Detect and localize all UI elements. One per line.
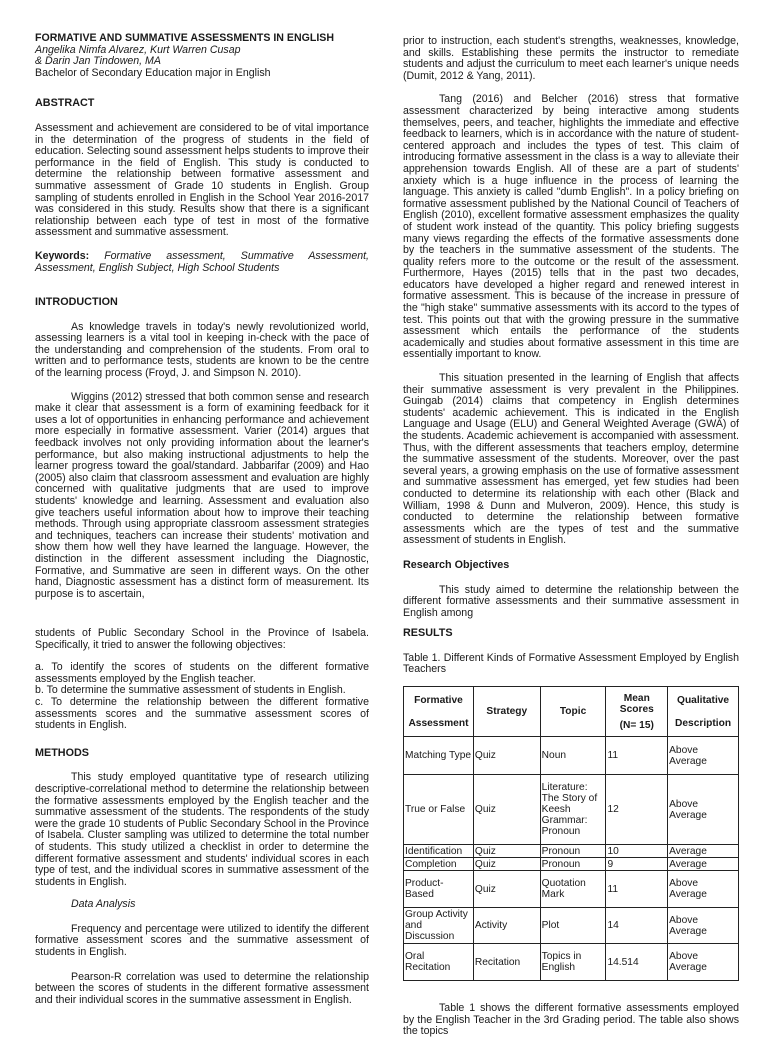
cell-strategy: Quiz xyxy=(473,845,540,858)
data-analysis-paragraph-1: Frequency and percentage were utilized to identify the different formative assessment scores and the summative assessment of students in English. xyxy=(35,922,369,959)
cell-strategy: Quiz xyxy=(473,858,540,871)
intro-paragraph-2: Wiggins (2012) stressed that both common sense and research make it clear that assessment is a form of examining feedback for it uses a lot of opportunities in enhancing performance and achievement more especially in formative assessment. Varier (2014) argues that feedback involves not only providing information about the learner's performance, but also making instructional adjustments to help the learner progress toward the goal/standard. Jabbarifar (2009) and Hao (2005) also claim that classroom assessment and evaluation are highly concerned with qualitative judgments that are used to improve students' knowledge and learning. Assessment and evaluation also give teachers useful information about how to improve their teaching methods. Through using appropriate classroom assessment strategies and techniques, teachers can increase their students' motivation and show them how well they have learned the language. However, the distinction in the different assessment including the Diagnostic, Formative, and Summative are seen in different ways. On the other hand, Diagnostic assessment has a distinct form of measurement. Its purpose is to ascertain, xyxy=(35,390,369,600)
objective-a: a. To identify the scores of students on the different formative assessments employed by the English teacher. xyxy=(35,661,369,685)
abstract-text: Assessment and achievement are considered to be of vital importance in the determination of the progress of students in the field of education. Selecting sound assessment helps students to improve their performance in the field of English. This study is conducted to determine the relationship between formative assessment and summative assessment of Grade 10 students in English. Group sampling of students enrolled in English in the School Year 2016-2017 was considered in this study. Results show that there is a significant relationship between each type of test in most of the formative assessment and summative assessment. xyxy=(35,121,369,239)
table-row xyxy=(404,858,739,871)
data-analysis-heading: Data Analysis xyxy=(71,898,136,911)
cell-strategy: Recitation xyxy=(473,944,540,981)
cell-mean: 9 xyxy=(606,858,668,871)
cell-strategy: Activity xyxy=(473,908,540,944)
cell-assessment: Matching Type xyxy=(404,737,474,775)
header-qualitative-line-1: Qualitative xyxy=(677,694,730,706)
cell-description: Average xyxy=(668,845,739,858)
right-paragraph-2: Tang (2016) and Belcher (2016) stress that formative assessment characterized by being interactive among students themselves, peers, and teacher, highlights the immediate and effective feedback to learners, which is in accordance with the nature of student-centered approach and includes the types of test. This claim of introducing formative assessment in the class is a way to alleviate their apprehension towards English. All of these are a part of students' anxiety which is a huge influence in the process of learning the language. This anxiety is called "dumb English". In a policy briefing on formative assessment published by the National Council of Teachers of English (2010), excellent formative assessment emphasizes the quality of student work instead of the quantity. This policy briefing suggests many views regarding the effects of the formative assessments done by the teachers in the summative assessment of the students. The quality refers more to the outcome or the result of the assessment. Furthermore, Hayes (2015) tells that in the past two decades, educators have developed a higher regard and renewed interest in formative assessment. This is because of the increase in pressure of the "high stake" summative assessments with its accord to the types of test. This points out that with the growing pressure in the summative assessment which entails the performance of the students academically and studies about formative assessment in this time are essentially important to know. xyxy=(403,93,739,361)
table-row xyxy=(404,845,739,858)
cell-assessment: Group Activity and Discussion xyxy=(404,908,474,944)
header-qualitative-description xyxy=(668,687,739,737)
cell-topic: Pronoun xyxy=(540,858,606,871)
paper-title: FORMATIVE AND SUMMATIVE ASSESSMENTS IN ENGLISH xyxy=(35,32,334,44)
table-row xyxy=(404,737,739,775)
header-topic: Topic xyxy=(540,687,606,737)
cell-strategy: Quiz xyxy=(473,871,540,908)
cell-topic: Noun xyxy=(540,737,606,775)
abstract-heading: ABSTRACT xyxy=(35,97,95,110)
table-row xyxy=(404,908,739,944)
cell-description: Above Average xyxy=(668,908,739,944)
cell-topic: Literature: The Story of Keesh Grammar: Pronoun xyxy=(540,775,606,845)
cell-mean: 14.514 xyxy=(606,944,668,981)
cell-assessment: Identification xyxy=(404,845,474,858)
authors-line-1: Angelika Nimfa Alvarez, Kurt Warren Cusap xyxy=(35,43,241,56)
header-qualitative-line-2: Description xyxy=(675,717,732,729)
affiliation: Bachelor of Secondary Education major in English xyxy=(35,66,271,79)
cell-strategy: Quiz xyxy=(473,737,540,775)
right-paragraph-3: This situation presented in the learning of English that affects their summative assessment is very prevalent in the Philippines. Guingab (2014) claims that competency in English determines students' academic achievement. This is indicated in the English Language and Usage (ELU) and General Weighted Average (GWA) of the students. Academic achievement is accompanied with assessment. Thus, with the different assessments that teachers employ, determine the summative assessment of the students. Moreover, over the past several years, a growing emphasis on the use of formative assessment and summative assessment has emerged, yet few studies had been conducted to determine its relationship with each other (Black and William, 1998 & Dunn and Mulveron, 2009). Hence, this study is conducted to determine the relationship between formative assessments which are the types of test and the summative assessment of students in English. xyxy=(403,372,739,547)
results-table xyxy=(403,686,739,981)
header-mean-line-2: Scores xyxy=(619,703,654,715)
table-row xyxy=(404,871,739,908)
header-formative-assessment xyxy=(404,687,474,737)
objective-c: c. To determine the relationship between the different formative assessments scores and the summative assessment scores of students in English. xyxy=(35,695,369,732)
table-caption: Table 1. Different Kinds of Formative Assessment Employed by English Teachers xyxy=(403,651,739,676)
objective-b: b. To determine the summative assessment of students in English. xyxy=(35,684,346,697)
objectives-intro: students of Public Secondary School in the Province of Isabela. Specifically, it tried to answer the following objectives: xyxy=(35,627,369,651)
authors-line-2: & Darin Jan Tindowen, MA xyxy=(35,55,161,68)
cell-description: Above Average xyxy=(668,944,739,981)
keywords xyxy=(35,251,369,274)
intro-paragraph-1: As knowledge travels in today's newly revolutionized world, assessing learners is a vital tool in keeping in-check with the pace of the understanding and comprehension of the students. From oral to written and to performance tests, students are known to be the centre of the learning process (Froyd, J. and Simpson N. 2010). xyxy=(35,320,369,380)
cell-mean: 10 xyxy=(606,845,668,858)
results-paragraph: Table 1 shows the different formative assessments employed by the English Teacher in the 3rd Grading period. The table also shows the topics xyxy=(403,1002,739,1038)
table-row xyxy=(404,944,739,981)
research-objectives-heading: Research Objectives xyxy=(403,558,510,571)
cell-description: Above Average xyxy=(668,737,739,775)
cell-assessment: True or False xyxy=(404,775,474,845)
table-header-row xyxy=(404,687,739,737)
methods-text: This study employed quantitative type of research utilizing descriptive-correlational method to determine the relationship between the formative assessments employed by the English teacher and the summative assessment of the students. The respondents of the study were the grade 10 students of Public Secondary School in the Province of Isabela. Cluster sampling was utilized to determine the total number of students. This study utilized a checklist in order to determine the different formative assessment and students' individual scores in each type of test, and the individual scores in summative assessment of the students in English. xyxy=(35,771,369,888)
left-column-top xyxy=(35,33,369,600)
research-objectives-text: This study aimed to determine the relationship between the different formative assessments and their summative assessment in English among xyxy=(403,583,739,619)
header-mean-line-3: (N= 15) xyxy=(619,719,654,731)
cell-description: Above Average xyxy=(668,871,739,908)
keywords-label: Keywords: xyxy=(35,249,90,262)
header-mean-scores xyxy=(606,687,668,737)
header-formative-line-1: Formative xyxy=(414,694,463,706)
cell-description: Above Average xyxy=(668,775,739,845)
header-mean-line-1: Mean xyxy=(623,692,650,704)
header-strategy: Strategy xyxy=(473,687,540,737)
cell-topic: Pronoun xyxy=(540,845,606,858)
cell-description: Average xyxy=(668,858,739,871)
data-analysis-paragraph-2: Pearson-R correlation was used to determine the relationship between the scores of students in the different formative assessment and their individual scores in the summative assessment in English. xyxy=(35,970,369,1006)
cell-strategy: Quiz xyxy=(473,775,540,845)
results-after-table xyxy=(403,1003,739,1038)
methods-heading: METHODS xyxy=(35,746,89,759)
cell-mean: 12 xyxy=(606,775,668,845)
cell-assessment: Oral Recitation xyxy=(404,944,474,981)
results-heading: RESULTS xyxy=(403,627,453,639)
right-column-top xyxy=(403,36,739,619)
cell-mean: 11 xyxy=(606,871,668,908)
cell-mean: 11 xyxy=(606,737,668,775)
cell-topic: Plot xyxy=(540,908,606,944)
right-paragraph-1: prior to instruction, each student's strengths, weaknesses, knowledge, and skills. Establishing these permits the instructor to remediate students and adjust the curriculum to meet each learner's unique needs (Dumit, 2012 & Yang, 2011). xyxy=(403,35,739,82)
table-row xyxy=(404,775,739,845)
introduction-heading: INTRODUCTION xyxy=(35,296,118,309)
header-formative-line-2: Assessment xyxy=(408,717,469,729)
cell-topic: Quotation Mark xyxy=(540,871,606,908)
keywords-text: Formative assessment, Summative Assessment, Assessment, English Subject, High School Students xyxy=(35,249,369,274)
cell-mean: 14 xyxy=(606,908,668,944)
cell-assessment: Completion xyxy=(404,858,474,871)
left-column-bottom xyxy=(35,628,369,1006)
cell-topic: Topics in English xyxy=(540,944,606,981)
right-column-bottom xyxy=(403,628,739,676)
cell-assessment: Product-Based xyxy=(404,871,474,908)
